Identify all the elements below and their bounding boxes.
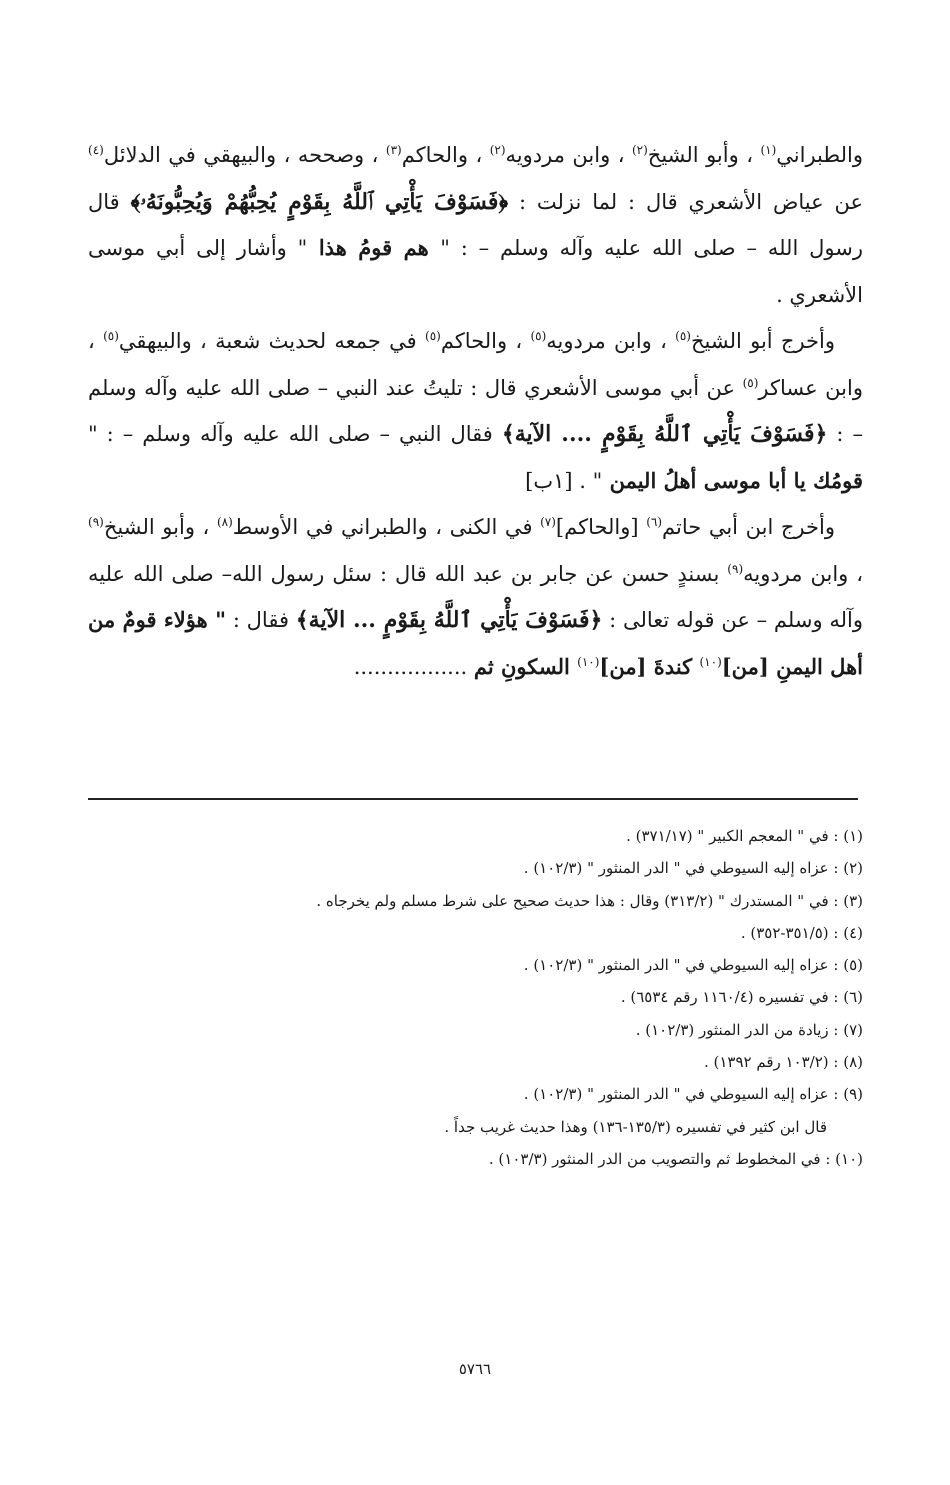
footnote-ref: (١٠) xyxy=(699,654,722,669)
footnote-ref: (٥) xyxy=(530,329,547,343)
main-text xyxy=(88,132,863,690)
text-run: ، وابن مردويه xyxy=(505,143,632,167)
hadith-bold: " هؤلاء قومٌ من أهل اليمنِ [من] xyxy=(88,607,863,679)
text-run: فقال : xyxy=(226,608,296,632)
footnote-ref: (٦) xyxy=(646,515,663,529)
footnote-ref: (٥) xyxy=(103,329,119,343)
text-run: في الكنى ، والطبراني في الأوسط xyxy=(232,515,541,539)
footnote-ref: (٢) xyxy=(489,143,506,157)
text-run: [والحاكم] xyxy=(555,515,647,539)
text-run: عن عياض الأشعري قال : لما نزلت : xyxy=(508,189,863,214)
text-run: " . [١ب] xyxy=(525,468,603,493)
footnote-6: (٦) : في تفسيره (١١٦٠/٤ رقم ٦٥٣٤) . xyxy=(620,988,863,1007)
footnote-ref: (١٠) xyxy=(577,654,600,669)
footnote-ref: (١) xyxy=(760,143,777,157)
footnote-5: (٥) : عزاه إليه السيوطي في " الدر المنثور " (١٠٢/٣) . xyxy=(523,956,863,975)
footnote-1: (١) : في " المعجم الكبير " (٣٧١/١٧) . xyxy=(626,827,863,845)
footnote-ref: (٢) xyxy=(631,143,648,157)
quran-verse: ﴿فَسَوْفَ يَأْتِي ٱللَّهُ بِقَوْمٍ ... الآية﴾ xyxy=(295,607,603,633)
text-run: ، وابن مردويه xyxy=(743,561,864,586)
footnote-ref: (٥) xyxy=(425,329,441,343)
text-run: بسندٍ حسن عن جابر بن عبد الله قال : سئل رسول الله– صلى الله عليه وآله وسلم – عن قوله تعالى : xyxy=(88,561,863,632)
paragraph-1 xyxy=(88,132,863,318)
footnote-ref: (٩) xyxy=(727,561,744,576)
footnote-ref: (٨) xyxy=(216,515,233,529)
text-run: " وأشار إلى أبي موسى الأشعري . xyxy=(88,236,863,307)
quran-verse: ﴿فَسَوْفَ يَأْتِي ٱللَّهُ بِقَوْمٍ يُحِبُّهُمْ وَيُحِبُّونَهُۥ﴾ xyxy=(130,188,509,215)
text-run: والطبراني xyxy=(776,143,863,167)
text-run: ، والحاكم xyxy=(401,143,490,167)
footnote-9-continuation: قال ابن كثير في تفسيره (١٣٥/٣-١٣٦) وهذا حديث غريب جداً . xyxy=(444,1117,827,1136)
text-run: وأخرج ابن أبي حاتم xyxy=(662,515,835,539)
footnote-2: (٢) : عزاه إليه السيوطي في " الدر المنثور " (١٠٢/٣) . xyxy=(523,859,863,878)
footnote-9: (٩) : عزاه إليه السيوطي في " الدر المنثور " (١٠٢/٣) . xyxy=(523,1085,863,1104)
text-run: ، وأبو الشيخ xyxy=(103,515,217,539)
footnote-3: (٣) : في " المستدرك " (٣١٣/٢) وقال : هذا حديث صحيح على شرط مسلم ولم يخرجاه . xyxy=(316,891,863,910)
text-run: في جمعه لحديث شعبة ، والبيهقي xyxy=(118,329,425,353)
footnote-ref: (٣) xyxy=(385,143,402,157)
footnotes-section xyxy=(88,820,863,1175)
hadith-bold: السكونِ ثم xyxy=(473,653,578,679)
footnote-8: (٨) : (١٠٣/٢ رقم ١٣٩٢) . xyxy=(703,1053,863,1072)
continuation-dots: ................. xyxy=(353,654,474,679)
quran-verse: ﴿فَسَوْفَ يَأْتِي ٱللَّهُ بِقَوْمٍ .... الآية﴾ xyxy=(501,421,828,447)
text-run: ، والحاكم xyxy=(440,329,531,353)
footnote-ref: (٥) xyxy=(675,329,691,343)
text-run: ، وابن مردويه xyxy=(546,329,676,353)
text-run: فقال النبي – صلى الله عليه وآله وسلم – : " xyxy=(88,422,502,446)
footnote-ref: (٥) xyxy=(742,375,759,390)
footnote-ref: (٤) xyxy=(88,143,104,157)
text-run: وأخرج أبو الشيخ xyxy=(690,329,836,353)
text-run: عن أبي موسى الأشعري قال : تليتُ عند النبي – صلى الله عليه وآله وسلم – : xyxy=(88,375,863,446)
page-number: ٥٧٦٦ xyxy=(458,1360,492,1378)
footnote-ref: (٩) xyxy=(88,515,104,529)
hadith-bold: قومُك يا أبا موسى أهلُ اليمن xyxy=(602,467,863,493)
footnote-divider xyxy=(88,798,858,800)
text-run: ، وأبو الشيخ xyxy=(647,143,761,167)
hadith-bold: كندةَ [من] xyxy=(599,653,700,679)
footnote-7: (٧) : زيادة من الدر المنثور (١٠٢/٣) . xyxy=(635,1020,863,1039)
footnote-ref: (٧) xyxy=(540,515,556,529)
text-run: ، وابن عساكر xyxy=(88,329,863,400)
text-run: ، وصححه ، والبيهقي في الدلائل xyxy=(103,143,386,167)
paragraph-3 xyxy=(88,504,863,690)
text-run: قال رسول الله – صلى الله عليه وآله وسلم – : " xyxy=(88,189,863,260)
paragraph-2 xyxy=(88,318,863,504)
footnote-10: (١٠) : في المخطوط ثم والتصويب من الدر المنثور (١٠٣/٣) . xyxy=(488,1149,863,1168)
footnote-4: (٤) : (٣٥١/٥-٣٥٢) . xyxy=(740,923,863,942)
hadith-bold: هم قومُ هذا xyxy=(307,235,441,260)
